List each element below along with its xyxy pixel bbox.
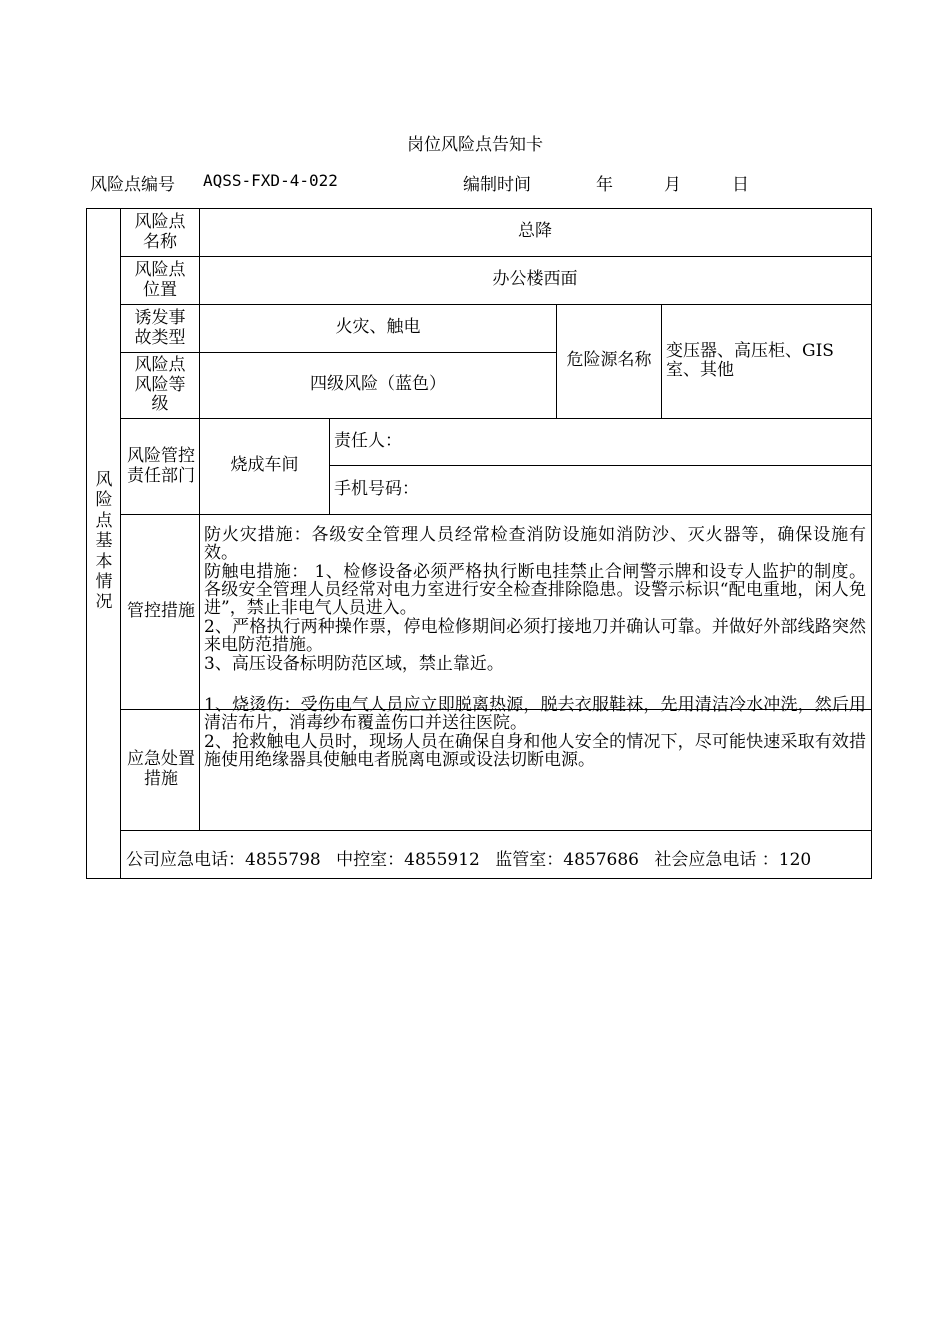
accident-type-value: 火灾、触电 [335,317,421,338]
control-dept-label: 风险管控责任部门 [127,445,195,486]
risk-name-value: 总降 [518,221,552,242]
date-label: 编制时间 [463,175,531,195]
electric-shock-rescue-measure: 2、抢救触电人员时，现场人员在确保自身和他人安全的情况下，尽可能快速采取有效措施使用绝缘器具使触电者脱离电源或设法切断电源。 [204,731,866,771]
fire-prevention-measure: 防火灾措施：各级安全管理人员经常检查消防设施如消防沙、灭火器等，确保设施有效。 [204,525,866,564]
phone-number-label: 手机号码： [334,479,419,500]
control-measures-label: 管控措施 [127,601,195,622]
basic-info-side-label: 风 险 点 基 本 情 况 [95,470,113,613]
risk-level-label: 风险点风险等级 [134,355,186,415]
electric-prevention-measure-1: 防触电措施： 1、检修设备必须严格执行断电挂禁止合闸警示牌和设专人监护的制度。各级安全管理人员经常对电力室进行安全检查排除隐患。设警示标识“配电重地，闲人免进”，禁止非电气人员进入。 [204,561,866,619]
day-label: 日 [732,175,749,195]
accident-type-label: 诱发事故类型 [134,307,186,348]
card-title: 岗位风险点告知卡 [407,135,543,155]
control-dept-value: 烧成车间 [230,455,299,476]
emergency-measures-label: 应急处置措施 [127,749,195,789]
risk-location-label: 风险点位置 [134,259,186,300]
risk-name-label: 风险点名称 [134,211,186,252]
year-label: 年 [596,175,613,195]
social-emergency-phone: 社会应急电话 ：120 [654,850,812,870]
electric-prevention-measure-2: 2、严格执行两种操作票，停电检修期间必须打接地刀并确认可靠。并做好外部线路突然来电防范措施。 [204,616,866,656]
emergency-phone-line [126,845,821,870]
electric-prevention-measure-3: 3、高压设备标明防范区域，禁止靠近。 [204,653,504,674]
hazard-source-label: 危险源名称 [566,350,652,371]
risk-level-value: 四级风险（蓝色） [310,374,446,395]
risk-code-label: 风险点编号 [90,175,175,195]
control-measures-text [204,526,866,673]
risk-location-value: 办公楼西面 [492,269,578,290]
emergency-measures-text [200,695,870,829]
responsible-person-label: 责任人： [334,430,402,451]
company-emergency-phone: 公司应急电话：4855798 [126,850,321,870]
burn-treatment-measure: 1、烧烫伤：受伤电气人员应立即脱离热源，脱去衣服鞋袜，先用清洁冷水冲洗，然后用清洁布片，消毒纱布覆盖伤口并送往医院。 [204,695,866,734]
month-label: 月 [664,175,681,195]
control-room-phone: 中控室：4855912 [336,850,480,870]
supervision-room-phone: 监管室：4857686 [495,850,639,870]
risk-code-value: AQSS-FXD-4-022 [203,171,338,190]
hazard-source-value: 变压器、高压柜、GIS室、其他 [666,341,834,380]
